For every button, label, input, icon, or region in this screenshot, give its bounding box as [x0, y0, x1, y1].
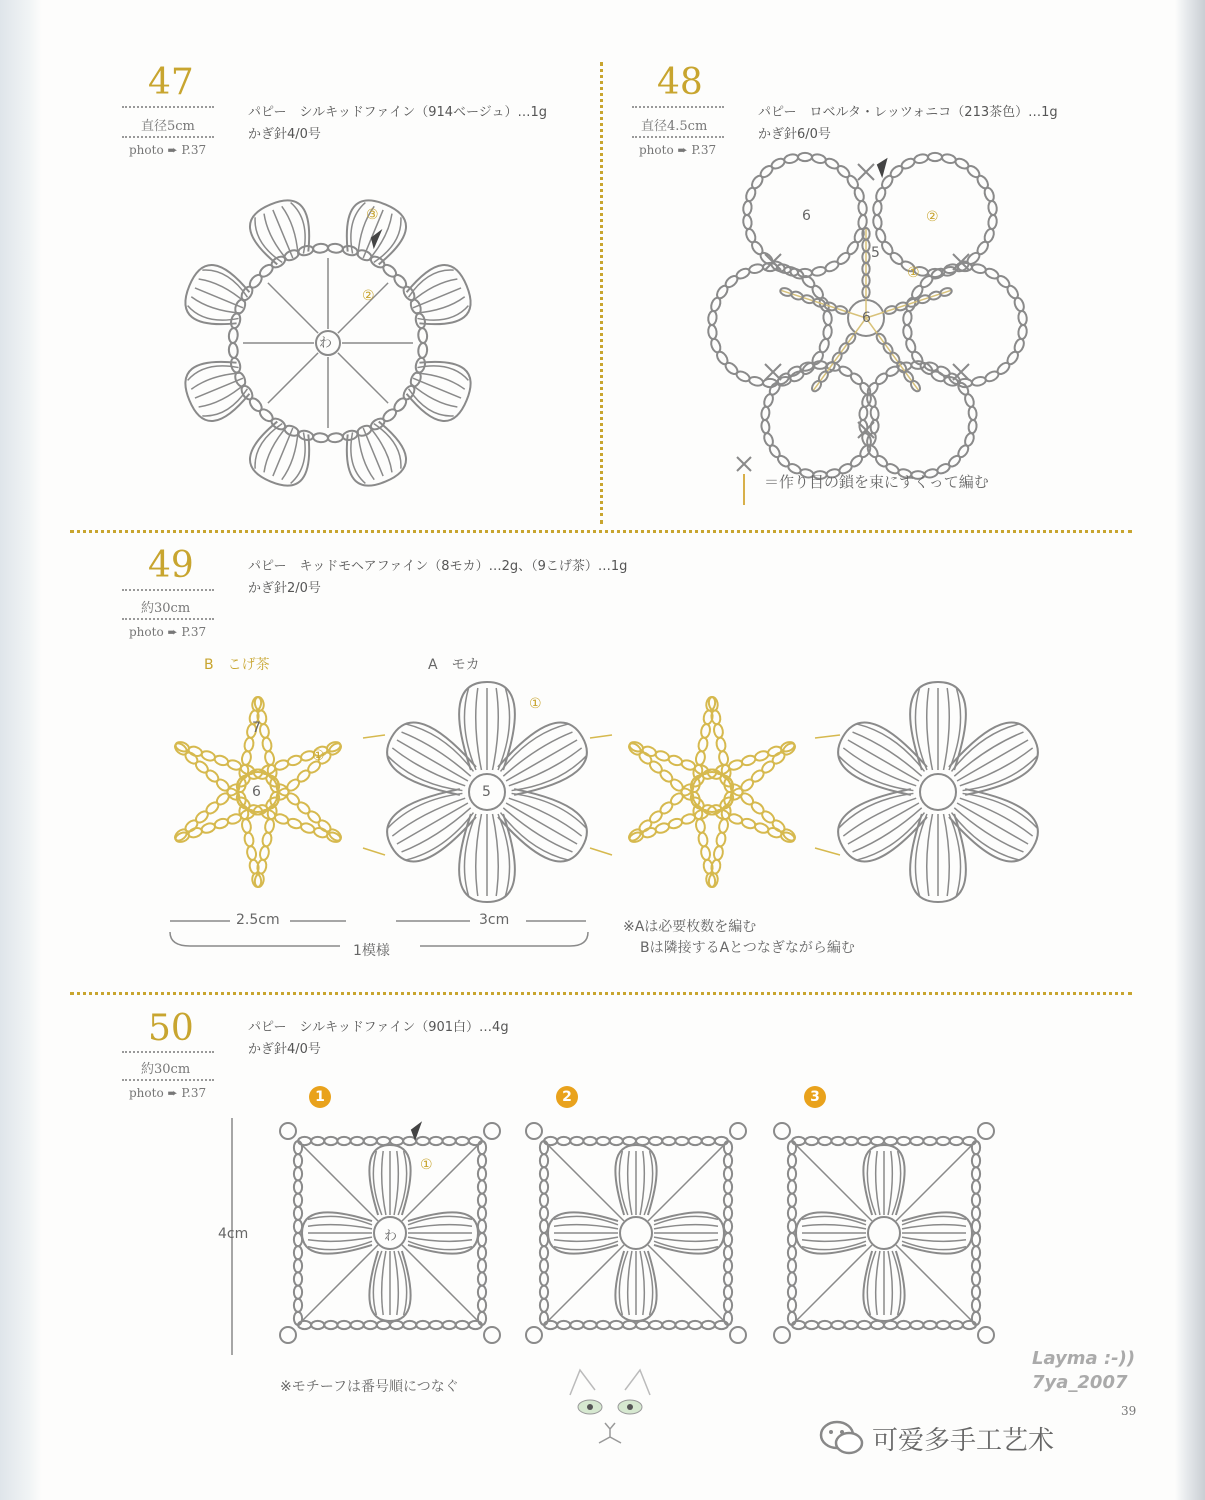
square-chain — [788, 1299, 796, 1312]
square-chain — [724, 1154, 732, 1167]
square-chain — [610, 1321, 623, 1329]
square-chain — [788, 1220, 796, 1233]
diagram-49-motif-a-label: A モカ — [428, 657, 480, 673]
square-chain — [724, 1220, 732, 1233]
square-chain — [294, 1180, 302, 1193]
diagonal-stitch — [792, 1245, 872, 1325]
hook-47: かぎ針4/0号 — [248, 127, 321, 142]
square-chain — [337, 1321, 350, 1329]
square-chain — [724, 1299, 732, 1312]
yarn-47: パピー シルキッドファイン（914ベージュ）…1g — [248, 105, 548, 120]
square-chain — [478, 1259, 486, 1272]
square-chain — [724, 1194, 732, 1207]
square-chain — [662, 1321, 675, 1329]
photo-ref-50: photo ➨ P.37 — [129, 1086, 207, 1100]
square-chain — [788, 1233, 796, 1246]
corner-cluster — [730, 1327, 746, 1343]
square-chain — [689, 1321, 702, 1329]
square-chain — [897, 1137, 910, 1145]
square-chain — [540, 1272, 548, 1285]
corner-cluster — [978, 1327, 994, 1343]
square-chain — [478, 1299, 486, 1312]
photo-ref-49: photo ➨ P.37 — [129, 625, 207, 639]
square-chain — [871, 1321, 884, 1329]
diagonal-stitch — [298, 1245, 378, 1325]
square-chain — [910, 1137, 923, 1145]
cat-face-illustration — [555, 1365, 665, 1455]
size-50: 約30cm — [141, 1062, 191, 1077]
square-chain — [662, 1137, 675, 1145]
square-chain — [788, 1154, 796, 1167]
square-petal — [615, 1145, 656, 1215]
square-chain — [540, 1246, 548, 1259]
diagonal-stitch — [298, 1141, 378, 1221]
square-chain — [972, 1154, 980, 1167]
corner-cluster — [280, 1327, 296, 1343]
hook-50: かぎ針4/0号 — [248, 1042, 321, 1057]
motif-order-badge-3: 3 — [804, 1086, 826, 1108]
square-chain — [845, 1321, 858, 1329]
petal-stitch — [876, 1151, 880, 1215]
square-chain — [311, 1137, 324, 1145]
square-chain — [540, 1194, 548, 1207]
square-chain — [636, 1137, 649, 1145]
square-chain — [364, 1321, 377, 1329]
square-chain — [337, 1137, 350, 1145]
square-chain — [972, 1259, 980, 1272]
square-chain — [937, 1137, 950, 1145]
square-chain — [294, 1220, 302, 1233]
diagram-50-note: ※モチーフは番号順につなぐ — [280, 1379, 459, 1395]
corner-cluster — [280, 1123, 296, 1139]
square-chain — [649, 1321, 662, 1329]
square-chain — [324, 1137, 337, 1145]
square-chain — [540, 1299, 548, 1312]
square-chain — [788, 1259, 796, 1272]
square-chain — [351, 1137, 364, 1145]
square-chain — [478, 1220, 486, 1233]
diagram-49-dim-b: 2.5cm — [236, 912, 280, 928]
diagram-49-motif-b-label: B こげ茶 — [204, 657, 270, 673]
hook-49: かぎ針2/0号 — [248, 581, 321, 596]
photo-ref-48: photo ➨ P.37 — [639, 143, 717, 157]
square-chain — [429, 1321, 442, 1329]
square-chain — [788, 1180, 796, 1193]
square-chain — [831, 1137, 844, 1145]
diagonal-stitch — [544, 1141, 624, 1221]
square-chain — [937, 1321, 950, 1329]
corner-cluster — [774, 1123, 790, 1139]
watermark-author: Layma :-)) — [1032, 1348, 1136, 1369]
square-chain — [675, 1321, 688, 1329]
square-chain — [724, 1167, 732, 1180]
diagram-48-label-5: 5 — [871, 245, 880, 261]
square-petal — [796, 1212, 866, 1253]
square-chain — [610, 1137, 623, 1145]
square-chain — [390, 1137, 403, 1145]
square-chain — [724, 1207, 732, 1220]
diagram-49-note-1: ※Aは必要枚数を編む — [623, 919, 757, 935]
square-chain — [478, 1167, 486, 1180]
square-chain — [623, 1321, 636, 1329]
petal-stitch — [888, 1251, 892, 1315]
square-chain — [972, 1167, 980, 1180]
diagonal-stitch — [544, 1245, 624, 1325]
square-chain — [972, 1207, 980, 1220]
square-petal — [408, 1212, 478, 1253]
size-49: 約30cm — [141, 601, 191, 616]
square-chain — [597, 1137, 610, 1145]
square-chain — [570, 1137, 583, 1145]
square-chain — [623, 1137, 636, 1145]
square-chain — [910, 1321, 923, 1329]
diagram-49-b-round-1: ① — [312, 748, 325, 764]
petal-stitch — [888, 1151, 892, 1215]
square-chain — [294, 1299, 302, 1312]
square-chain — [478, 1180, 486, 1193]
square-chain — [557, 1137, 570, 1145]
corner-cluster — [526, 1123, 542, 1139]
petal-stitch — [394, 1151, 398, 1215]
square-chain — [443, 1137, 456, 1145]
corner-cluster — [730, 1123, 746, 1139]
square-chain — [923, 1321, 936, 1329]
square-chain — [923, 1137, 936, 1145]
square-chain — [788, 1286, 796, 1299]
diagonal-stitch — [792, 1141, 872, 1221]
diagram-48-legend: ＝作り目の鎖を束にすくって編む — [764, 473, 989, 491]
corner-cluster — [484, 1123, 500, 1139]
square-chain — [478, 1194, 486, 1207]
square-chain — [788, 1167, 796, 1180]
diagram-48-label-6a: 6 — [802, 208, 811, 224]
diagram-49-note-2: Bは隣接するAとつなぎながら編む — [640, 940, 855, 956]
square-chain — [724, 1246, 732, 1259]
square-chain — [403, 1321, 416, 1329]
pattern-number-50: 50 — [148, 1008, 194, 1049]
square-chain — [805, 1137, 818, 1145]
yarn-48: パピー ロベルタ・レッツォニコ（213茶色）…1g — [758, 105, 1058, 120]
square-chain — [294, 1286, 302, 1299]
square-chain — [818, 1321, 831, 1329]
diagram-48-round-1: ① — [907, 265, 920, 281]
square-petal — [302, 1212, 372, 1253]
square-chain — [456, 1137, 469, 1145]
corner-cluster — [978, 1123, 994, 1139]
square-chain — [788, 1207, 796, 1220]
square-chain — [294, 1154, 302, 1167]
diagram-50-shapes — [232, 1118, 994, 1355]
square-chain — [570, 1321, 583, 1329]
square-chain — [294, 1207, 302, 1220]
square-chain — [724, 1272, 732, 1285]
petal-stitch — [902, 1225, 966, 1229]
square-petal — [863, 1251, 904, 1321]
square-chain — [351, 1321, 364, 1329]
square-petal — [548, 1212, 618, 1253]
square-chain — [724, 1286, 732, 1299]
petal-stitch — [408, 1225, 472, 1229]
square-chain — [478, 1233, 486, 1246]
square-chain — [324, 1321, 337, 1329]
petal-stitch — [640, 1251, 644, 1315]
square-chain — [724, 1180, 732, 1193]
square-chain — [478, 1272, 486, 1285]
square-petal — [369, 1145, 410, 1215]
square-chain — [871, 1137, 884, 1145]
photo-ref-47: photo ➨ P.37 — [129, 143, 207, 157]
petal-stitch — [654, 1225, 718, 1229]
diagram-47-round-2: ② — [362, 288, 375, 304]
diagram-49-a-round-1: ① — [529, 696, 542, 712]
square-chain — [972, 1272, 980, 1285]
square-chain — [805, 1321, 818, 1329]
square-chain — [972, 1299, 980, 1312]
motif-ring — [620, 1217, 652, 1249]
petal-stitch — [902, 1237, 966, 1241]
diagonal-stitch — [896, 1141, 976, 1221]
square-chain — [294, 1246, 302, 1259]
petal-stitch — [382, 1151, 386, 1215]
square-chain — [540, 1154, 548, 1167]
page-number: 39 — [1121, 1404, 1137, 1418]
square-chain — [788, 1246, 796, 1259]
diagonal-stitch — [648, 1141, 728, 1221]
square-chain — [311, 1321, 324, 1329]
pattern-number-48: 48 — [657, 62, 703, 103]
square-chain — [972, 1246, 980, 1259]
square-chain — [858, 1137, 871, 1145]
diagram-49-b-ring-7: 7 — [252, 720, 261, 736]
diagram-50-ring-center: わ — [384, 1229, 398, 1244]
square-chain — [540, 1167, 548, 1180]
diagram-50-height-label: 4cm — [218, 1226, 249, 1242]
square-chain — [689, 1137, 702, 1145]
start-marker — [412, 1124, 420, 1138]
square-chain — [583, 1321, 596, 1329]
square-chain — [972, 1180, 980, 1193]
watermark-user: 7ya_2007 — [1032, 1372, 1128, 1393]
size-48: 直径4.5cm — [641, 119, 708, 134]
square-chain — [478, 1246, 486, 1259]
square-chain — [702, 1321, 715, 1329]
square-chain — [429, 1137, 442, 1145]
square-chain — [390, 1321, 403, 1329]
petal-stitch — [640, 1151, 644, 1215]
petal-stitch — [554, 1237, 618, 1241]
square-chain — [377, 1137, 390, 1145]
square-chain — [416, 1321, 429, 1329]
square-chain — [950, 1137, 963, 1145]
petal-stitch — [876, 1251, 880, 1315]
watermark-source: 可爱多手工艺术 — [872, 1426, 1055, 1456]
motif-order-badge-1: 1 — [309, 1086, 331, 1108]
square-chain — [540, 1220, 548, 1233]
petal-stitch — [308, 1237, 372, 1241]
square-chain — [724, 1259, 732, 1272]
petal-stitch — [308, 1225, 372, 1229]
square-chain — [540, 1180, 548, 1193]
petal-stitch — [382, 1251, 386, 1315]
wechat-icon — [818, 1418, 866, 1458]
square-chain — [377, 1321, 390, 1329]
square-chain — [540, 1233, 548, 1246]
corner-cluster — [774, 1327, 790, 1343]
petal-stitch — [802, 1237, 866, 1241]
square-chain — [294, 1272, 302, 1285]
diagram-49-b-ring-6: 6 — [252, 784, 261, 800]
pattern-number-49: 49 — [148, 545, 194, 586]
square-chain — [950, 1321, 963, 1329]
petal-stitch — [554, 1225, 618, 1229]
square-petal — [369, 1251, 410, 1321]
square-chain — [675, 1137, 688, 1145]
diagram-49-a-ring-5: 5 — [482, 784, 491, 800]
square-chain — [540, 1286, 548, 1299]
square-chain — [540, 1259, 548, 1272]
pattern-number-47: 47 — [148, 62, 194, 103]
diagram-50-round-1: ① — [420, 1157, 433, 1173]
square-chain — [884, 1321, 897, 1329]
square-chain — [788, 1194, 796, 1207]
size-47: 直径5cm — [141, 119, 195, 134]
petal-stitch — [628, 1251, 632, 1315]
corner-cluster — [484, 1327, 500, 1343]
diagram-47-ring-center: わ — [319, 336, 333, 351]
square-chain — [583, 1137, 596, 1145]
square-chain — [858, 1321, 871, 1329]
square-chain — [897, 1321, 910, 1329]
motif-ring — [868, 1217, 900, 1249]
diagonal-stitch — [896, 1245, 976, 1325]
square-petal — [615, 1251, 656, 1321]
diagram-48-label-6b: 6 — [862, 310, 871, 326]
square-chain — [636, 1321, 649, 1329]
square-chain — [557, 1321, 570, 1329]
square-chain — [702, 1137, 715, 1145]
motif-order-badge-2: 2 — [556, 1086, 578, 1108]
square-chain — [294, 1194, 302, 1207]
diagram-48-round-2: ② — [926, 209, 939, 225]
square-chain — [294, 1259, 302, 1272]
square-chain — [972, 1286, 980, 1299]
yarn-50: パピー シルキッドファイン（901白）…4g — [248, 1020, 509, 1035]
square-chain — [972, 1220, 980, 1233]
square-chain — [845, 1137, 858, 1145]
square-chain — [972, 1233, 980, 1246]
petal-stitch — [654, 1237, 718, 1241]
square-chain — [478, 1207, 486, 1220]
square-chain — [294, 1233, 302, 1246]
square-chain — [294, 1167, 302, 1180]
square-chain — [884, 1137, 897, 1145]
square-petal — [902, 1212, 972, 1253]
hook-48: かぎ針6/0号 — [758, 127, 831, 142]
square-chain — [649, 1137, 662, 1145]
square-chain — [972, 1194, 980, 1207]
square-chain — [478, 1286, 486, 1299]
square-petal — [654, 1212, 724, 1253]
yarn-49: パピー キッドモヘアファイン（8モカ）…2g、（9こげ茶）…1g — [248, 559, 628, 574]
square-chain — [416, 1137, 429, 1145]
square-petal — [863, 1145, 904, 1215]
diagonal-stitch — [402, 1245, 482, 1325]
square-chain — [456, 1321, 469, 1329]
square-chain — [443, 1321, 456, 1329]
square-chain — [788, 1272, 796, 1285]
diagram-47-round-3: ③ — [366, 207, 379, 223]
diagonal-stitch — [648, 1245, 728, 1325]
square-chain — [831, 1321, 844, 1329]
petal-stitch — [628, 1151, 632, 1215]
petal-stitch — [394, 1251, 398, 1315]
diagram-49-repeat-label: 1模様 — [353, 943, 390, 959]
diagram-49-dim-a: 3cm — [479, 912, 510, 928]
square-chain — [364, 1137, 377, 1145]
square-chain — [818, 1137, 831, 1145]
square-chain — [478, 1154, 486, 1167]
square-chain — [540, 1207, 548, 1220]
corner-cluster — [526, 1327, 542, 1343]
square-chain — [724, 1233, 732, 1246]
petal-stitch — [802, 1225, 866, 1229]
square-chain — [597, 1321, 610, 1329]
petal-stitch — [408, 1237, 472, 1241]
diagonal-stitch — [402, 1141, 482, 1221]
